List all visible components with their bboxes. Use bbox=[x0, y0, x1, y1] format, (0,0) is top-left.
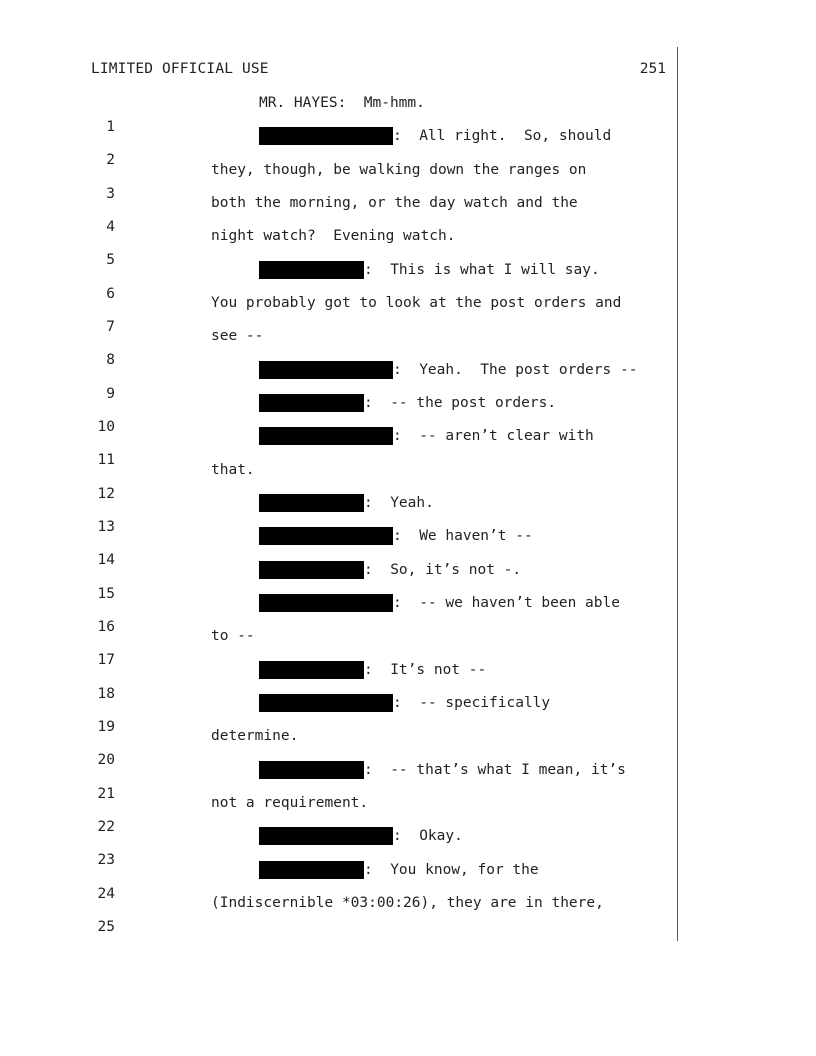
transcript-line bbox=[0, 558, 680, 602]
line-text bbox=[211, 724, 298, 748]
line-text bbox=[211, 158, 586, 182]
line-number: 20 bbox=[97, 752, 115, 768]
transcript-line bbox=[0, 458, 680, 502]
redacted-speaker-name bbox=[259, 561, 364, 579]
line-number: 12 bbox=[97, 486, 115, 502]
line-number: 3 bbox=[106, 186, 115, 202]
transcript-line bbox=[0, 91, 680, 135]
transcript-line bbox=[0, 124, 680, 168]
redacted-speaker-name bbox=[259, 361, 393, 379]
spoken-text: they, though, be walking down the ranges on bbox=[211, 162, 587, 178]
spoken-text: (Indiscernible *03:00:26), they are in there, bbox=[211, 895, 604, 911]
spoken-text: : We haven’t -- bbox=[393, 528, 533, 544]
line-number: 22 bbox=[97, 819, 115, 835]
line-number: 2 bbox=[106, 152, 115, 168]
line-text bbox=[211, 624, 255, 648]
transcript-line bbox=[0, 724, 680, 768]
transcript-line bbox=[0, 591, 680, 635]
spoken-text: : -- specifically bbox=[393, 695, 551, 711]
spoken-text: : It’s not -- bbox=[364, 662, 487, 678]
transcript-line bbox=[0, 324, 680, 368]
transcript-line bbox=[0, 258, 680, 302]
transcript-line bbox=[0, 691, 680, 735]
redacted-speaker-name bbox=[259, 694, 393, 712]
redacted-speaker-name bbox=[259, 127, 393, 145]
transcript-line bbox=[0, 491, 680, 535]
line-text bbox=[211, 791, 368, 815]
line-number: 1 bbox=[106, 119, 115, 135]
transcript-line bbox=[0, 891, 680, 935]
redacted-speaker-name bbox=[259, 761, 364, 779]
line-text bbox=[259, 391, 556, 415]
line-text bbox=[259, 491, 434, 515]
spoken-text: MR. HAYES: Mm-hmm. bbox=[259, 95, 425, 111]
line-text bbox=[259, 358, 637, 382]
spoken-text: determine. bbox=[211, 728, 299, 744]
line-number: 11 bbox=[97, 452, 115, 468]
transcript-line bbox=[0, 424, 680, 468]
redacted-speaker-name bbox=[259, 427, 393, 445]
line-number: 15 bbox=[97, 586, 115, 602]
line-text bbox=[211, 224, 455, 248]
transcript-line bbox=[0, 758, 680, 802]
transcript-line bbox=[0, 791, 680, 835]
spoken-text: : You know, for the bbox=[364, 862, 539, 878]
spoken-text: : So, it’s not -. bbox=[364, 562, 522, 578]
spoken-text: see -- bbox=[211, 328, 264, 344]
redacted-speaker-name bbox=[259, 494, 364, 512]
line-text bbox=[211, 191, 578, 215]
transcript-line bbox=[0, 358, 680, 402]
line-number: 9 bbox=[106, 386, 115, 402]
line-number: 18 bbox=[97, 686, 115, 702]
transcript-line bbox=[0, 191, 680, 235]
transcript-line bbox=[0, 524, 680, 568]
transcript-line bbox=[0, 624, 680, 668]
line-text bbox=[259, 824, 463, 848]
line-text bbox=[259, 258, 600, 282]
spoken-text: : Yeah. The post orders -- bbox=[393, 362, 638, 378]
transcript-line bbox=[0, 158, 680, 202]
redacted-speaker-name bbox=[259, 827, 393, 845]
spoken-text: : -- that’s what I mean, it’s bbox=[364, 762, 626, 778]
line-number: 10 bbox=[97, 419, 115, 435]
line-text bbox=[259, 591, 620, 615]
spoken-text: : This is what I will say. bbox=[364, 262, 600, 278]
transcript-line bbox=[0, 824, 680, 868]
spoken-text: both the morning, or the day watch and the bbox=[211, 195, 578, 211]
line-number: 21 bbox=[97, 786, 115, 802]
transcript-line bbox=[0, 224, 680, 268]
line-text bbox=[259, 524, 533, 548]
line-number: 16 bbox=[97, 619, 115, 635]
redacted-speaker-name bbox=[259, 594, 393, 612]
line-number: 23 bbox=[97, 852, 115, 868]
line-number: 5 bbox=[106, 252, 115, 268]
line-number: 24 bbox=[97, 886, 115, 902]
spoken-text: : Yeah. bbox=[364, 495, 434, 511]
spoken-text: that. bbox=[211, 462, 255, 478]
redacted-speaker-name bbox=[259, 261, 364, 279]
spoken-text: : -- the post orders. bbox=[364, 395, 557, 411]
line-number: 6 bbox=[106, 286, 115, 302]
line-number: 14 bbox=[97, 552, 115, 568]
line-number: 25 bbox=[97, 919, 115, 935]
spoken-text: : -- aren’t clear with bbox=[393, 428, 594, 444]
redacted-speaker-name bbox=[259, 394, 364, 412]
line-text bbox=[259, 758, 626, 782]
line-number: 7 bbox=[106, 319, 115, 335]
line-text bbox=[259, 124, 611, 148]
line-text bbox=[259, 658, 486, 682]
spoken-text: not a requirement. bbox=[211, 795, 369, 811]
line-number: 4 bbox=[106, 219, 115, 235]
spoken-text: : Okay. bbox=[393, 828, 463, 844]
line-text bbox=[211, 458, 255, 482]
redacted-speaker-name bbox=[259, 861, 364, 879]
spoken-text: : All right. So, should bbox=[393, 128, 612, 144]
line-number: 13 bbox=[97, 519, 115, 535]
transcript-line bbox=[0, 658, 680, 702]
line-number: 19 bbox=[97, 719, 115, 735]
classification-header: LIMITED OFFICIAL USE bbox=[91, 61, 269, 77]
spoken-text: You probably got to look at the post orders and bbox=[211, 295, 622, 311]
page-number: 251 bbox=[639, 61, 666, 77]
line-text bbox=[211, 324, 263, 348]
spoken-text: night watch? Evening watch. bbox=[211, 228, 456, 244]
transcript-line bbox=[0, 291, 680, 335]
spoken-text: to -- bbox=[211, 628, 255, 644]
spoken-text: : -- we haven’t been able bbox=[393, 595, 620, 611]
redacted-speaker-name bbox=[259, 527, 393, 545]
line-number: 17 bbox=[97, 652, 115, 668]
transcript-line bbox=[0, 858, 680, 902]
line-text bbox=[259, 424, 594, 448]
line-text bbox=[259, 558, 521, 582]
line-text bbox=[259, 858, 539, 882]
line-text bbox=[211, 891, 604, 915]
redacted-speaker-name bbox=[259, 661, 364, 679]
line-text bbox=[211, 291, 621, 315]
transcript-line bbox=[0, 391, 680, 435]
line-text bbox=[259, 91, 425, 115]
line-text bbox=[259, 691, 550, 715]
line-number: 8 bbox=[106, 352, 115, 368]
